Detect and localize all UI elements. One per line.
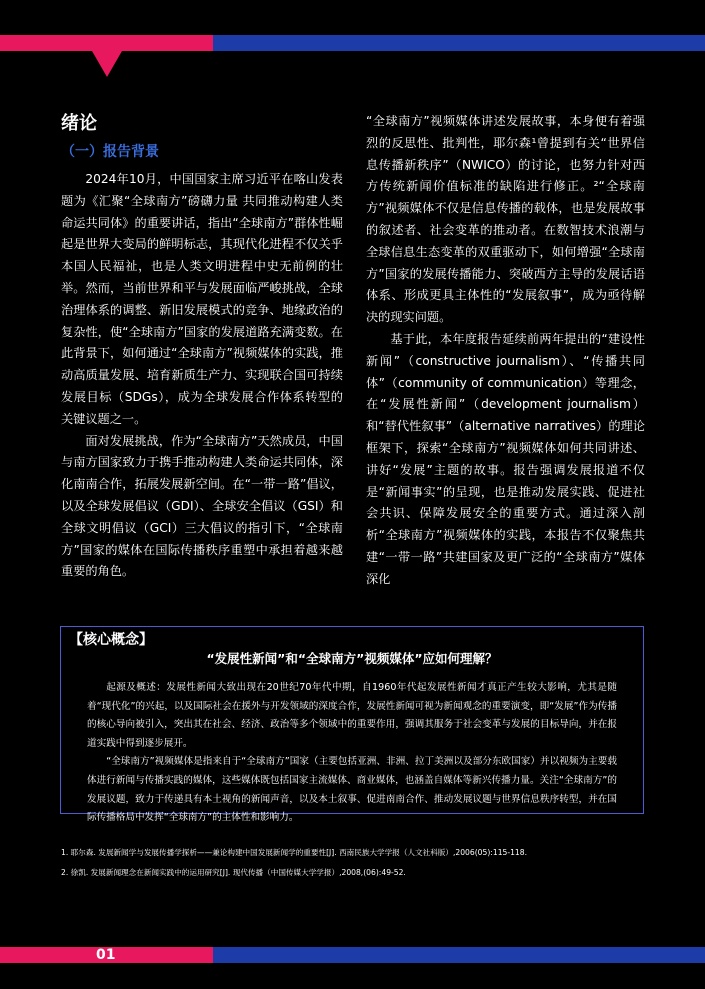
header-blue-bar	[213, 35, 705, 51]
left-column	[61, 111, 343, 583]
left-paragraph-2: 面对发展挑战，作为“全球南方”天然成员，中国与南方国家致力于携手推动构建人类命运共同体，深化南南合作，拓展发展新空间。在“一带一路”倡议，以及全球发展倡议（GDI）、全球安全倡议（GSI）和全球文明倡议（GCI）三大倡议的指引下，“全球南方”国家的媒体在国际传播秩序重塑中承担着越来越重要的角色。	[61, 433, 343, 579]
footer-blue-bar	[213, 947, 705, 963]
subsection-title: （一）报告背景	[61, 144, 159, 160]
right-paragraph-2: 基于此，本年度报告延续前两年提出的“建设性新闻”（constructive journalism）、“传播共同体”（community of communication）等理念，在“发展性新闻”（development journalism）和“替代性叙事”（alternative narratives）的理论框架下，探索“全球南方”视频媒体如何共同讲述、讲好“发展”主题的故事。报告强调发展报道不仅是“新闻事实”的呈现，也是推动发展实践、促进社会共识、保障发展安全的重要方式。通过深入剖析“全球南方”视频媒体的实践，本报告不仅聚焦共建“一带一路”共建国家及更广泛的“全球南方”媒体深化	[366, 331, 645, 586]
section-title: 绪论	[61, 113, 97, 134]
header-pink-bar	[0, 35, 213, 51]
header-triangle-marker	[92, 51, 122, 77]
core-concept-title: “发展性新闻”和“全球南方”视频媒体”应如何理解？	[206, 651, 498, 666]
core-concept-paragraph-1: 起源及概述：发展性新闻大致出现在20世纪70年代中期，自1960年代起发展性新闻才真正产生较大影响，尤其是随着“现代化”的兴起，以及国际社会在援外与开发领域的深度合作，发展性新闻可视为新闻观念的重要演变，即“发展”作为传播的核心导向被引入，突出其在社会、经济、政治等多个领域中的重要作用，强调其服务于社会变革与发展的目标导向，并在报道实践中得到逐步展开。	[87, 682, 617, 749]
core-concept-paragraph-2: “全球南方”视频媒体是指来自于“全球南方”国家（主要包括亚洲、非洲、拉丁美洲以及部分东欧国家）并以视频为主要载体进行新闻与传播实践的媒体，这些媒体既包括国家主流媒体、商业媒体，也涵盖自媒体等新兴传播力量。关注“全球南方”的发展议题，致力于传递具有本土视角的新闻声音，以及本土叙事、促进南南合作、推动发展议题与世界信息秩序转型，并在国际传播格局中发挥“全球南方”的主体性和影响力。	[87, 756, 617, 824]
footnotes	[61, 843, 661, 883]
footnote-1: 1. 耶尔森. 发展新闻学与发展传播学探析——兼论构建中国发展新闻学的重要性[J]. 西南民族大学学报（人文社科版）,2006(05):115-118.	[61, 848, 528, 857]
core-concept-body	[87, 679, 617, 828]
core-concept-box	[60, 626, 644, 824]
core-concept-label: 【核心概念】	[69, 632, 153, 648]
right-column	[366, 111, 645, 591]
left-paragraph-1: 2024年10月，中国国家主席习近平在喀山发表题为《汇聚“全球南方”磅礴力量 共同推动构建人类命运共同体》的重要讲话，指出“全球南方”群体性崛起是世界大变局的鲜明标志，其现代化进程不仅关乎本国人民福祉，也是人类文明进程中史无前例的壮举。然而，当前世界和平与发展面临严峻挑战，全球治理体系的调整、新旧发展模式的竞争、地缘政治的复杂性，使“全球南方”国家的发展道路充满变数。在此背景下，如何通过“全球南方”视频媒体的实践，推动高质量发展、培育新质生产力、实现联合国可持续发展目标（SDGs），成为全球发展合作体系转型的关键议题之一。	[61, 172, 343, 426]
right-paragraph-1: “全球南方”视频媒体讲述发展故事，本身便有着强烈的反思性、批判性，耶尔森¹曾提到有关“世界信息传播新秩序”（NWICO）的讨论，也努力针对西方传统新闻价值标准的缺陷进行修正。²“全球南方”视频媒体不仅是信息传播的载体，也是发展故事的叙述者、社会变革的推动者。在数智技术浪潮与全球信息生态变革的双重驱动下，如何增强“全球南方”国家的发展传播能力、突破西方主导的发展话语体系、形成更具主体性的“发展叙事”，成为亟待解决的现实问题。	[366, 114, 645, 325]
page-number: 01	[96, 947, 116, 963]
footnote-2: 2. 徐凯. 发展新闻理念在新闻实践中的运用研究[J]. 现代传播（中国传媒大学学报）,2008,(06):49-52.	[61, 868, 406, 877]
